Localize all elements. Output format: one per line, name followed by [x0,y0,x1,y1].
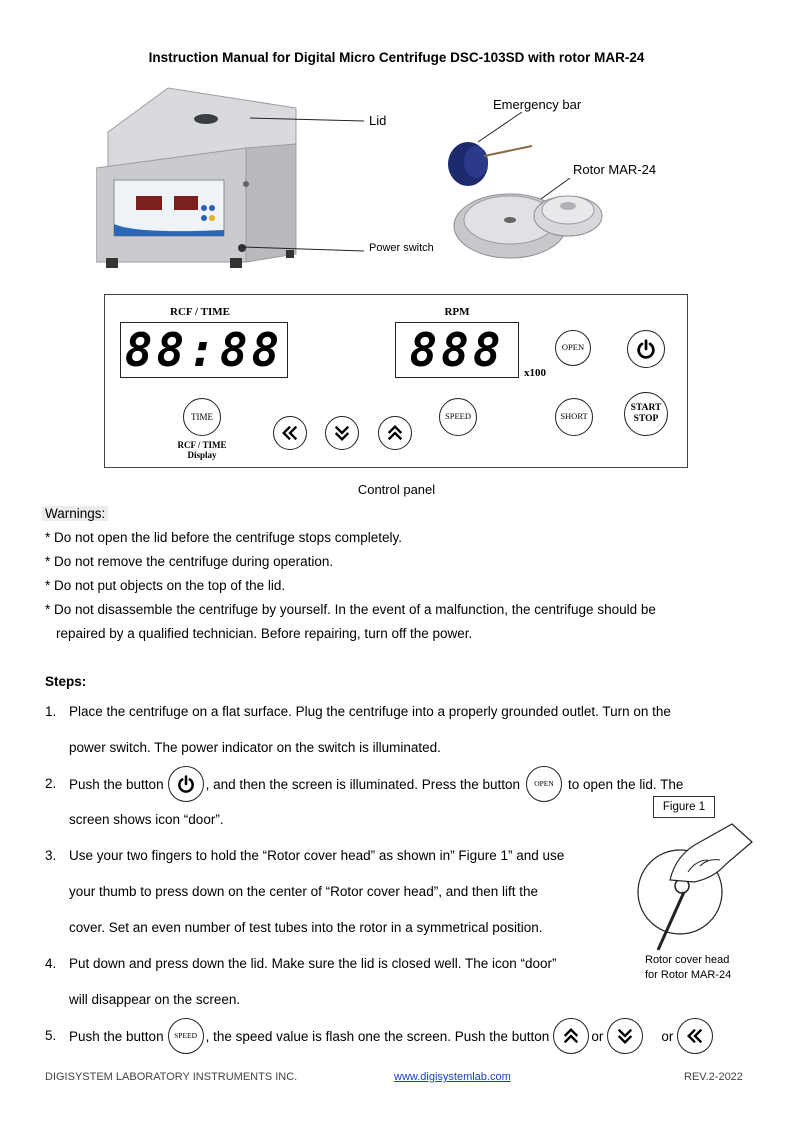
warning-item: * Do not open the lid before the centrifuge stops completely. [45,530,402,545]
figure-1-illustration [630,820,760,954]
step-2-line-1 [69,766,683,802]
time-caption-line-1: RCF / TIME [177,440,227,450]
control-panel-caption: Control panel [357,482,436,497]
figure-1-caption-line-1: Rotor cover head [645,954,730,966]
up-button[interactable] [378,416,412,450]
inline-speed-button [168,1018,204,1054]
step-5-text-d: or [661,1028,674,1044]
power-icon [635,338,657,360]
step-3-line-2: your thumb to press down on the center of “Rotor cover head”, and then lift the [69,884,539,899]
leader-lines [0,0,793,300]
warning-item: * Do not remove the centrifuge during operation. [45,554,334,569]
emergency-bar-label: Emergency bar [493,97,582,112]
short-button-label: SHORT [560,411,588,422]
step-4-line-2: will disappear on the screen. [69,992,241,1007]
rotor-illustration [450,180,610,270]
inline-power-button [168,766,204,802]
step-2-text-b: , and then the screen is illuminated. Press the button [205,776,521,792]
step-3-line-1: Use your two fingers to hold the “Rotor cover head” as shown in” Figure 1” and use [69,848,565,863]
double-chevron-left-icon [686,1027,704,1045]
steps-heading: Steps: [45,674,87,689]
power-icon [176,774,196,794]
step-number: 4. [45,956,57,971]
step-5-line-1 [69,1018,713,1054]
rotor-label: Rotor MAR-24 [573,162,657,177]
open-button[interactable] [555,330,591,366]
page-title: Instruction Manual for Digital Micro Centrifuge DSC-103SD with rotor MAR-24 [148,50,645,65]
step-number: 2. [45,776,57,791]
speed-button-label: SPEED [445,411,471,422]
down-button[interactable] [325,416,359,450]
step-2-line-2: screen shows icon “door”. [69,812,224,827]
double-chevron-up-icon [562,1027,580,1045]
step-4-line-1: Put down and press down the lid. Make sure the lid is closed well. The icon “door” [69,956,557,971]
inline-open-button [526,766,562,802]
step-5-text-a: Push the button [69,1028,164,1044]
double-chevron-down-icon [333,424,351,442]
rpm-digits: 888 [409,323,505,377]
double-chevron-up-icon [386,424,404,442]
rcf-time-digits: 88:88 [124,323,284,377]
short-button[interactable] [555,398,593,436]
warnings-heading [42,506,108,521]
warnings-heading-text: Warnings: [42,506,108,521]
step-1-line-2: power switch. The power indicator on the switch is illuminated. [69,740,441,755]
step-1-line-1: Place the centrifuge on a flat surface. Plug the centrifuge into a properly grounded outlet. Turn on the [69,704,671,719]
footer-revision: REV.2-2022 [684,1071,743,1083]
rcf-time-label: RCF / TIME [170,306,230,318]
step-3-line-3: cover. Set an even number of test tubes into the rotor in a symmetrical position. [69,920,543,935]
rcf-time-display [120,322,288,378]
step-number: 1. [45,704,57,719]
step-number: 5. [45,1028,57,1043]
rpm-display [395,322,519,378]
power-switch-label: Power switch [369,242,434,254]
figure-1-caption-line-2: for Rotor MAR-24 [645,969,732,981]
inline-down-button [607,1018,643,1054]
inline-left-button [677,1018,713,1054]
time-button[interactable] [183,398,221,436]
rpm-label: RPM [444,306,470,318]
inline-speed-label: SPEED [174,1030,198,1040]
step-5-text-c: or [591,1028,604,1044]
time-caption-line-2: Display [187,450,217,460]
start-label: START [630,403,662,414]
figure-1-label: Figure 1 [653,796,715,818]
inline-up-button [553,1018,589,1054]
step-number: 3. [45,848,57,863]
speed-button[interactable] [439,398,477,436]
stop-label: STOP [633,414,659,424]
inline-open-label: OPEN [534,778,554,788]
power-button[interactable] [627,330,665,368]
footer-url-link[interactable]: www.digisystemlab.com [394,1071,511,1083]
time-caption [163,440,241,460]
warning-item: * Do not put objects on the top of the lid. [45,578,286,593]
step-2-text-c: to open the lid. The [568,776,684,792]
lid-label: Lid [369,113,387,128]
warning-item: repaired by a qualified technician. Before repairing, turn off the power. [56,626,473,641]
figure-1-caption [645,953,731,983]
step-5-text-b: , the speed value is flash one the screen. Push the button [205,1028,550,1044]
open-button-label: OPEN [561,342,585,353]
double-chevron-left-icon [281,424,299,442]
x100-label: x100 [524,367,546,379]
double-chevron-down-icon [616,1027,634,1045]
time-button-label: TIME [191,411,213,422]
step-2-text-a: Push the button [69,776,164,792]
footer-company: DIGISYSTEM LABORATORY INSTRUMENTS INC. [45,1071,298,1083]
warning-item: * Do not disassemble the centrifuge by yourself. In the event of a malfunction, the centrifuge should be [45,602,656,617]
left-button[interactable] [273,416,307,450]
start-stop-button[interactable] [624,392,668,436]
